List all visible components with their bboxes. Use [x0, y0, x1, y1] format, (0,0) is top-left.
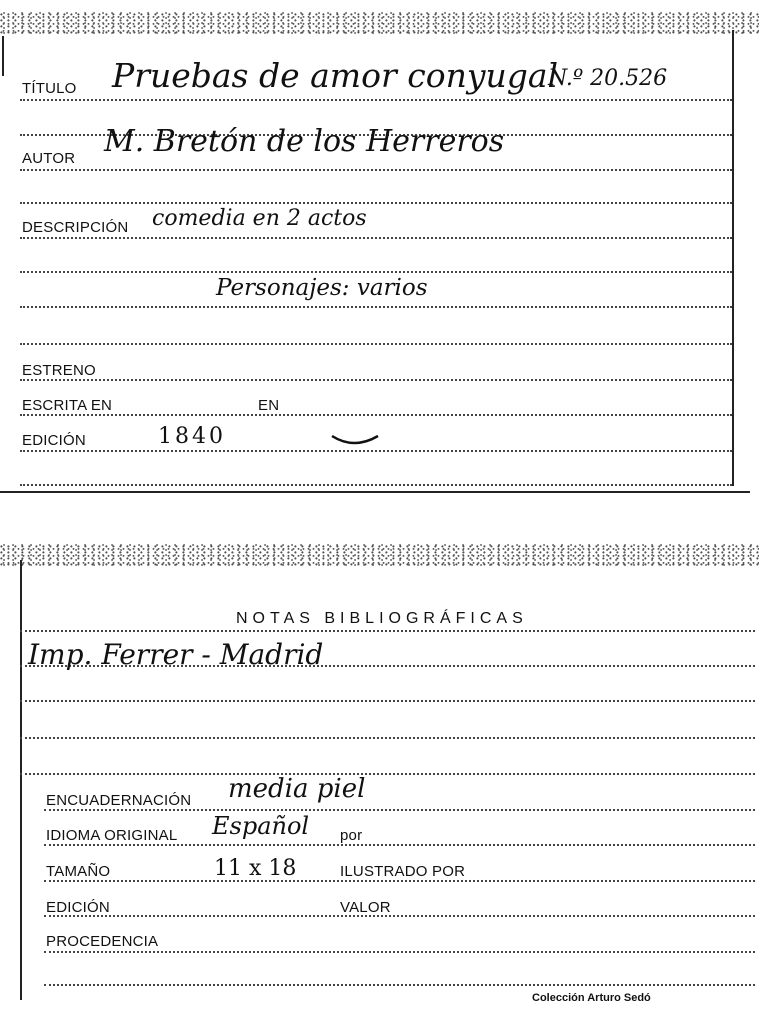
value-idioma-original: Español [212, 812, 310, 840]
bottom-card [0, 530, 759, 1028]
rule-line [20, 700, 755, 702]
rule-line [20, 99, 732, 101]
value-encuadernacion: media piel [228, 774, 366, 804]
card-border-right [732, 30, 734, 486]
rule-line [20, 630, 755, 632]
label-edicion: EDICIÓN [46, 899, 110, 916]
label-estreno: ESTRENO [22, 362, 96, 379]
value-autor: M. Bretón de los Herreros [104, 124, 505, 159]
rule-line [20, 169, 732, 171]
rule-line [20, 379, 732, 381]
label-procedencia: PROCEDENCIA [46, 933, 159, 950]
value-numero: N.º 20.526 [548, 66, 668, 91]
label-descripcion: DESCRIPCIÓN [22, 219, 129, 236]
label-autor: AUTOR [22, 150, 76, 167]
rule-line [20, 343, 732, 345]
rule-line [44, 951, 755, 953]
value-descripcion: comedia en 2 actos [152, 206, 367, 231]
rule-line [44, 844, 755, 846]
rule-line [20, 484, 732, 486]
rule-line [44, 984, 755, 986]
scan-noise-top [0, 12, 759, 34]
rule-line [20, 202, 732, 204]
rule-line [20, 773, 755, 775]
hole-mark [322, 400, 392, 460]
card-border-bottom [0, 491, 750, 493]
rule-line [44, 880, 755, 882]
value-tamano: 11 x 18 [214, 856, 297, 881]
card-border-left [20, 560, 22, 1000]
rule-line [44, 809, 755, 811]
value-edicion: 1840 [158, 424, 226, 449]
label-escrita-en: ESCRITA EN [22, 397, 113, 414]
rule-line [20, 737, 755, 739]
value-notas: Imp. Ferrer - Madrid [28, 638, 324, 671]
footer-coleccion: Colección Arturo Sedó [532, 992, 651, 1004]
label-edicion: EDICIÓN [22, 432, 86, 449]
label-en: EN [258, 397, 280, 414]
scan-noise-bottom [0, 544, 759, 566]
value-personajes: Personajes: varios [216, 275, 428, 301]
rule-line [20, 306, 732, 308]
label-ilustrado-por: ILUSTRADO POR [340, 863, 466, 880]
rule-line [20, 237, 732, 239]
top-card [0, 0, 759, 500]
label-idioma-original: IDIOMA ORIGINAL [46, 827, 178, 844]
rule-line [20, 271, 732, 273]
card-border-left [2, 36, 4, 76]
label-titulo: TÍTULO [22, 80, 77, 97]
label-tamano: TAMAÑO [46, 863, 111, 880]
label-por: por [340, 827, 363, 844]
notas-heading: NOTAS BIBLIOGRÁFICAS [236, 610, 528, 627]
label-valor: VALOR [340, 899, 391, 916]
rule-line [44, 915, 755, 917]
value-titulo: Pruebas de amor conyugal [112, 56, 559, 95]
label-encuadernacion: ENCUADERNACIÓN [46, 792, 192, 809]
